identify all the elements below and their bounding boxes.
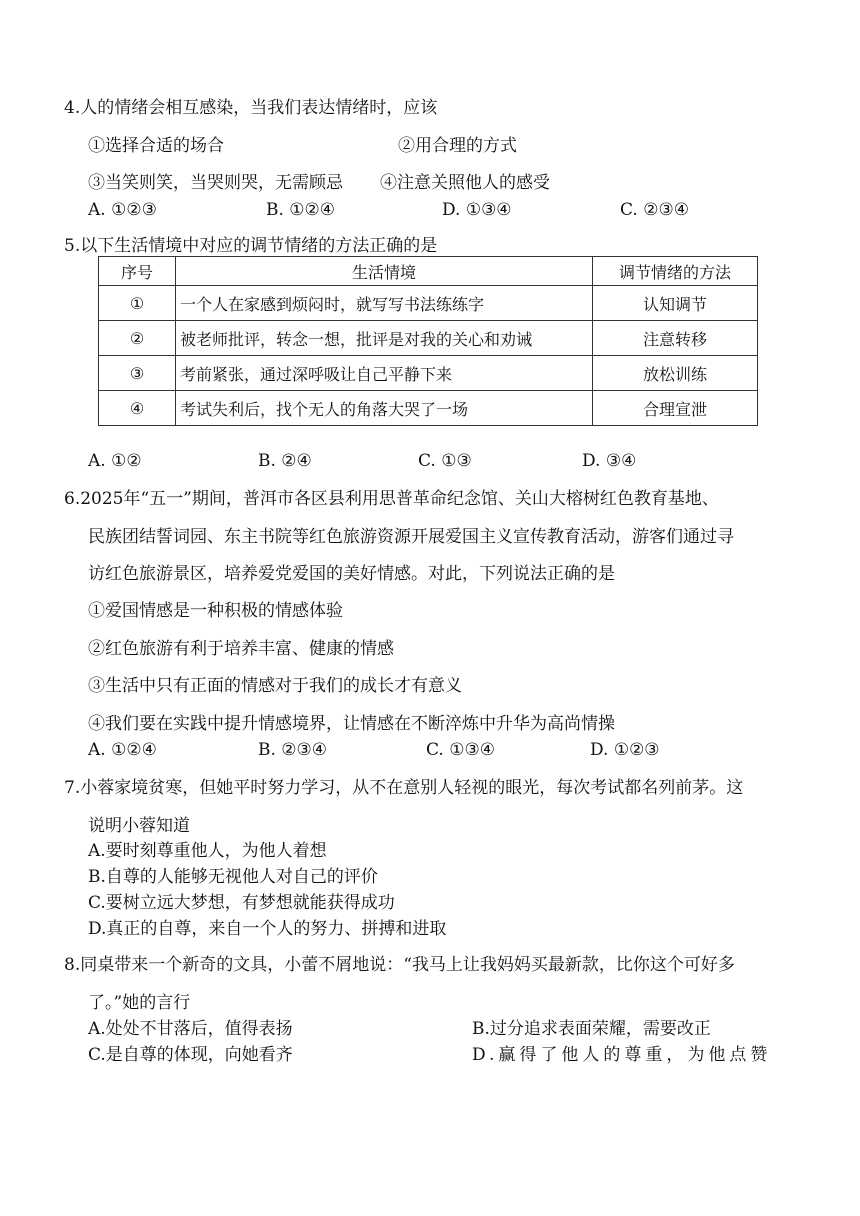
q6-stem-line-1: 6.2025年“五一”期间，普洱市各区县利用思普革命纪念馆、关山大榕树红色教育基地、	[64, 489, 719, 509]
table-header-row	[99, 257, 758, 286]
row-method: 注意转移	[593, 321, 758, 356]
row-situation: 被老师批评，转念一想，批评是对我的关心和劝诫	[176, 321, 593, 356]
q6-stem-line-2: 民族团结誓词园、东主书院等红色旅游资源开展爱国主义宣传教育活动，游客们通过寻	[88, 527, 734, 547]
row-number: ③	[99, 356, 176, 391]
q7-option-b: B.自尊的人能够无视他人对自己的评价	[88, 867, 378, 887]
table-row	[99, 356, 758, 391]
q5-option-d: D. ③④	[582, 451, 637, 471]
q8-option-c: C.是自尊的体现，向她看齐	[88, 1045, 293, 1065]
row-situation: 考试失利后，找个无人的角落大哭了一场	[176, 391, 593, 426]
q7-stem-line-2: 说明小蓉知道	[88, 816, 190, 836]
q8-stem-line-2: 了。”她的言行	[88, 993, 191, 1013]
q8-option-d: D.赢得了他人的尊重，为他点赞	[472, 1045, 772, 1065]
row-number: ②	[99, 321, 176, 356]
row-method: 认知调节	[593, 286, 758, 321]
row-number: ④	[99, 391, 176, 426]
table-row	[99, 286, 758, 321]
q7-option-a: A.要时刻尊重他人，为他人着想	[88, 841, 327, 861]
q7-option-c: C.要树立远大梦想，有梦想就能获得成功	[88, 893, 395, 913]
q6-option-a: A. ①②④	[88, 740, 157, 760]
q7-stem-line-1: 7.小蓉家境贫寒，但她平时努力学习，从不在意别人轻视的眼光，每次考试都名列前茅。这	[64, 778, 744, 798]
row-situation: 考前紧张，通过深呼吸让自己平静下来	[176, 356, 593, 391]
q6-item-1: ①爱国情感是一种积极的情感体验	[88, 601, 343, 621]
q4-option-b: B. ①②④	[266, 200, 336, 220]
q7-option-d: D.真正的自尊，来自一个人的努力、拼搏和进取	[88, 919, 447, 939]
q4-option-d: D. ①③④	[442, 200, 512, 220]
q4-item-3: ③当笑则笑，当哭则哭，无需顾忌	[88, 173, 343, 193]
q5-option-b: B. ②④	[258, 451, 312, 471]
q6-item-3: ③生活中只有正面的情感对于我们的成长才有意义	[88, 676, 462, 696]
row-situation: 一个人在家感到烦闷时，就写写书法练练字	[176, 286, 593, 321]
q6-option-b: B. ②③④	[258, 740, 328, 760]
q4-option-c: C. ②③④	[620, 200, 689, 220]
table-row	[99, 391, 758, 426]
q8-option-b: B.过分追求表面荣耀，需要改正	[472, 1019, 711, 1039]
row-method: 放松训练	[593, 356, 758, 391]
row-method: 合理宣泄	[593, 391, 758, 426]
q4-item-2: ②用合理的方式	[398, 136, 517, 156]
q5-option-a: A. ①②	[88, 451, 142, 471]
q8-option-a: A.处处不甘落后，值得表扬	[88, 1019, 293, 1039]
q4-stem: 4.人的情绪会相互感染，当我们表达情绪时，应该	[64, 98, 438, 118]
q4-item-1: ①选择合适的场合	[88, 136, 224, 156]
q6-item-2: ②红色旅游有利于培养丰富、健康的情感	[88, 639, 394, 659]
header-method: 调节情绪的方法	[593, 257, 758, 286]
row-number: ①	[99, 286, 176, 321]
header-situation: 生活情境	[176, 257, 593, 286]
q6-stem-line-3: 访红色旅游景区，培养爱党爱国的美好情感。对此，下列说法正确的是	[88, 564, 615, 584]
q8-stem-line-1: 8.同桌带来一个新奇的文具，小蕾不屑地说：“我马上让我妈妈买最新款，比你这个可好多	[64, 955, 735, 975]
q4-option-a: A. ①②③	[88, 200, 157, 220]
q4-item-4: ④注意关照他人的感受	[380, 173, 550, 193]
header-number: 序号	[99, 257, 176, 286]
q6-option-c: C. ①③④	[426, 740, 495, 760]
q6-option-d: D. ①②③	[590, 740, 660, 760]
q5-option-c: C. ①③	[418, 451, 472, 471]
q6-item-4: ④我们要在实践中提升情感境界，让情感在不断淬炼中升华为高尚情操	[88, 714, 615, 734]
q5-table	[98, 256, 758, 426]
table-row	[99, 321, 758, 356]
q5-stem: 5.以下生活情境中对应的调节情绪的方法正确的是	[64, 236, 438, 256]
